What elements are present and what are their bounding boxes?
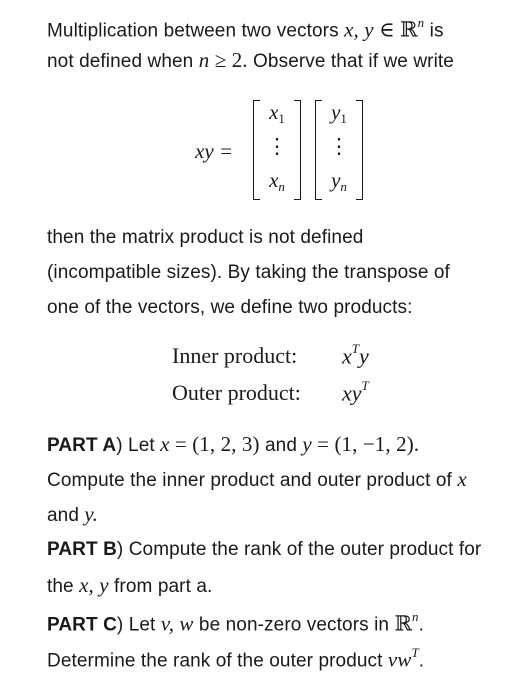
middle-line-3: one of the vectors, we define two products: [47, 297, 413, 318]
vdots-cell: ⋮ [266, 134, 288, 158]
outer-product-t: T [361, 378, 369, 393]
intro-line-2 [47, 48, 454, 74]
right-bracket [294, 100, 301, 200]
part-b-line-1 [47, 538, 481, 562]
part-a-text: ) Let [116, 435, 155, 456]
y1-cell: y1 [331, 100, 347, 126]
math-xy: x, y [344, 17, 374, 42]
part-a-x: x [457, 467, 467, 491]
right-bracket [356, 100, 363, 200]
part-b-line-2 [47, 573, 212, 599]
x1-cell: x1 [269, 100, 285, 126]
part-a-line-3 [47, 502, 98, 528]
intro-is: is [429, 20, 444, 42]
matrix-equation [195, 98, 385, 202]
part-b-the: the [47, 576, 74, 597]
outer-product-row [172, 380, 369, 406]
part-a-line-1 [47, 432, 419, 458]
part-c-line-2 [47, 643, 424, 673]
outer-product-label: Outer product: [172, 380, 301, 406]
part-b-text-2: from part a. [114, 576, 213, 597]
part-c-vw-outer: vw [387, 647, 412, 672]
math-in: ∈ [379, 17, 395, 42]
yn-cell: yn [331, 168, 347, 194]
math-n-sup: n [417, 15, 425, 30]
part-c-text-3: Determine the rank of the outer product [47, 650, 383, 672]
inner-product-row [172, 343, 369, 369]
part-c-vw: v, w [160, 611, 194, 636]
inner-product-label: Inner product: [172, 343, 298, 369]
middle-line-2: (incompatible sizes). By taking the transpose of [47, 262, 450, 283]
intro-line-1 [47, 13, 444, 43]
vdots-cell: ⋮ [328, 134, 350, 158]
math-reals: ℝ [400, 17, 418, 42]
intro-text: Multiplication between two vectors [47, 20, 339, 42]
vector-x-matrix [253, 98, 301, 202]
xn-cell: xn [269, 168, 285, 194]
vector-y-matrix [315, 98, 363, 202]
part-c-period-2: . [418, 650, 425, 672]
equation-lhs: xy = [195, 139, 234, 163]
part-a-line-2 [47, 467, 467, 493]
part-c-n-sup: n [412, 609, 419, 624]
math-n: n [198, 48, 210, 72]
inner-product-x: x [342, 343, 352, 369]
part-a-and: and [264, 435, 297, 456]
part-a-and-2: and [47, 505, 80, 526]
inner-product-y: y [359, 343, 369, 369]
part-a-x-eq: x = (1, 2, 3) [160, 432, 260, 456]
part-c-t-sup: T [411, 645, 419, 660]
math-geq-2: ≥ 2. [214, 48, 248, 72]
part-c-period: . [418, 614, 425, 636]
intro-text-2: not defined when [47, 51, 194, 72]
part-c-reals: ℝ [394, 611, 413, 636]
outer-product-xy: xy [342, 380, 362, 406]
part-b-label: PART B [47, 539, 117, 560]
part-a-y-eq: y = (1, −1, 2). [302, 432, 420, 456]
part-c-text: ) Let [116, 614, 156, 636]
part-b-xy: x, y [79, 573, 109, 597]
part-c-line-1 [47, 607, 424, 637]
intro-text-3: Observe that if we write [253, 51, 454, 72]
part-c-label: PART C [47, 614, 117, 636]
middle-line-1: then the matrix product is not defined [47, 227, 364, 248]
inner-product-t: T [351, 341, 359, 356]
part-a-label: PART A [47, 435, 117, 456]
part-a-text-2: Compute the inner product and outer product of [47, 470, 452, 491]
part-c-text-2: be non-zero vectors in [198, 614, 390, 636]
part-b-text: ) Compute the rank of the outer product for [116, 539, 482, 560]
part-a-y: y. [84, 502, 99, 526]
